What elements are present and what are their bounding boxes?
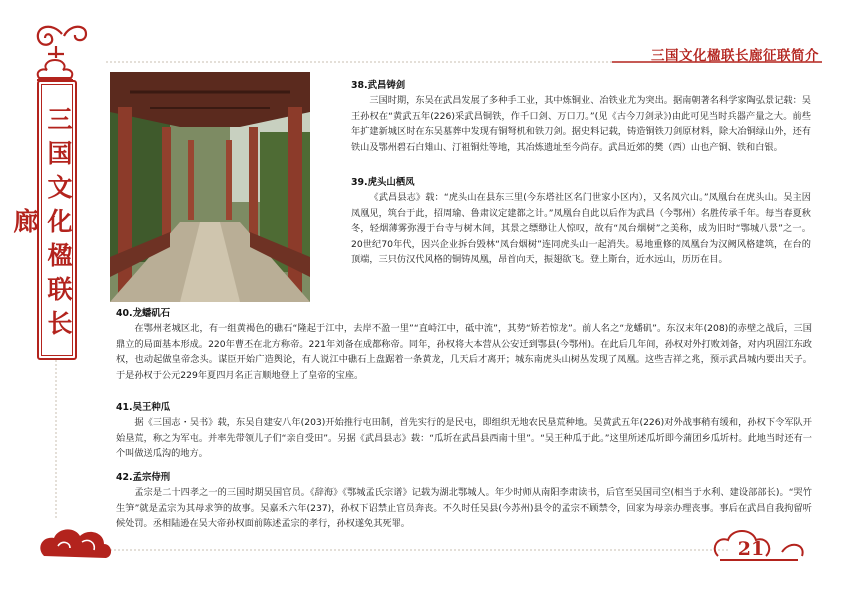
section-body: 孟宗是二十四孝之一的三国时期吴国官员。《辞海》《鄂城孟氏宗谱》记载为湖北鄂城人。年少时师从南阳李肃读书，后官至吴国司空(相当于水利、建设部部长)。“哭竹生笋”就是孟宗为其母求笋的故事。吴嘉禾六年(237)，孙权下诏禁止官员奔丧。不久时任吴县(今苏州)县令的孟宗不顾禁令，回家为母亲办理丧事。事后在武昌自我拘留听候处罚。丞相陆逊在吴大帝孙权面前陈述孟宗的孝行，孙权遂免其死罪。 <box>116 487 812 530</box>
section-title: 40.龙蟠矶石 <box>116 308 171 319</box>
page-header-title: 三国文化楹联长廊征联简介 <box>651 48 819 64</box>
section-39 <box>351 175 811 268</box>
section-title: 41.吴王种瓜 <box>116 402 171 413</box>
section-body: 《武昌县志》载：“虎头山在县东三里(今东塔社区名门世家小区内），又名凤穴山。”凤凰台在虎头山。吴主因凤凰见，筑台于此，招周瑜、鲁肃议定建都之计。”凤凰台自此以后作为武昌（今鄂州）名胜传承千年。每当春夏秋冬，轻烟薄雾弥漫于台寺与树木间，其景之缥缈让人惊叹，故有“凤台烟树”之美称，成为旧时“鄂城八景”之一。20世纪70年代，因兴企业拆台毁林“凤台烟树”连同虎头山一起消失。易地重修的凤凰台为汉阙风格建筑，在台的顶端，三只仿汉代风格的铜铸凤凰，昂首向天，振翅欲飞。登上斯台，近水远山，历历在目。 <box>351 192 811 266</box>
section-title: 39.虎头山栖凤 <box>351 177 415 188</box>
title-banner <box>10 58 78 358</box>
section-body: 三国时期，东吴在武昌发展了多种手工业，其中炼铜业、冶铁业尤为突出。据南朝著名科学家陶弘景记载：吴王孙权在“黄武五年(226)采武昌铜铁，作千口剑、万口刀。”(见《古今刀剑录》)由此可见当时兵器产量之大。前些年扩建新城区时在东吴墓葬中发现有铜弩机和铁刀剑。据史料记载，铸造铜铁刀剑原材料，除大冶铜绿山外，还有铁山及鄂州碧石白雉山、汀祖铜灶等地，其冶炼遗址至今尚存。武昌近郊的樊（西）山也产铜、铁和白银。 <box>351 95 811 153</box>
cloud-ornament-bottom-left <box>40 529 111 558</box>
corner-ornament-top-left <box>38 27 86 58</box>
section-40 <box>116 306 812 383</box>
section-title: 38.武昌铸剑 <box>351 80 406 91</box>
section-38 <box>351 78 811 155</box>
section-body: 据《三国志・吴书》载，东吴自建安八年(203)开始推行屯田制，首先实行的是民屯，即组织无地农民垦荒种地。吴黄武五年(226)对外战事稍有缓和，孙权下令军队开始垦荒，称之为军屯。并率先带领儿子们“亲自受田”。另据《武昌县志》载：“瓜圻在武昌县西南十里”。“吴王种瓜于此。”这里所述瓜圻即今蒲团乡瓜圻村。此地当时还有一个叫做送瓜沟的地方。 <box>116 417 812 460</box>
page-number: 21 <box>737 538 765 560</box>
section-title: 42.孟宗侍刑 <box>116 472 171 483</box>
section-body: 在鄂州老城区北，有一组黄褐色的礁石“隆起于江中，去岸不盈一里”“直峙江中，砥中流”，其势“矫若惊龙”。前人名之“龙蟠矶”。东汉末年(208)的赤壁之战后，三国鼎立的局面基本形成。220年曹丕在北方称帝。221年刘备在成都称帝。同年，孙权将大本营从公安迁到鄂县(今鄂州)。在此后几年间，孙权对外打败刘备，对内巩固江东政权，也动起做皇帝念头。谋臣开始广造舆论，有人说江中礁石上盘踞着一条黄龙，几天后才离开；城东南虎头山树丛发现了凤凰。这些吉祥之兆，预示武昌城内要出天子。于是孙权于公元229年夏四月名正言顺地登上了皇帝的宝座。 <box>116 323 812 381</box>
banner-frame <box>10 80 77 360</box>
corridor-photo <box>110 72 310 302</box>
section-42 <box>116 470 812 532</box>
section-41 <box>116 400 812 462</box>
banner-title: 三国文化楹联长廊 <box>10 106 73 344</box>
